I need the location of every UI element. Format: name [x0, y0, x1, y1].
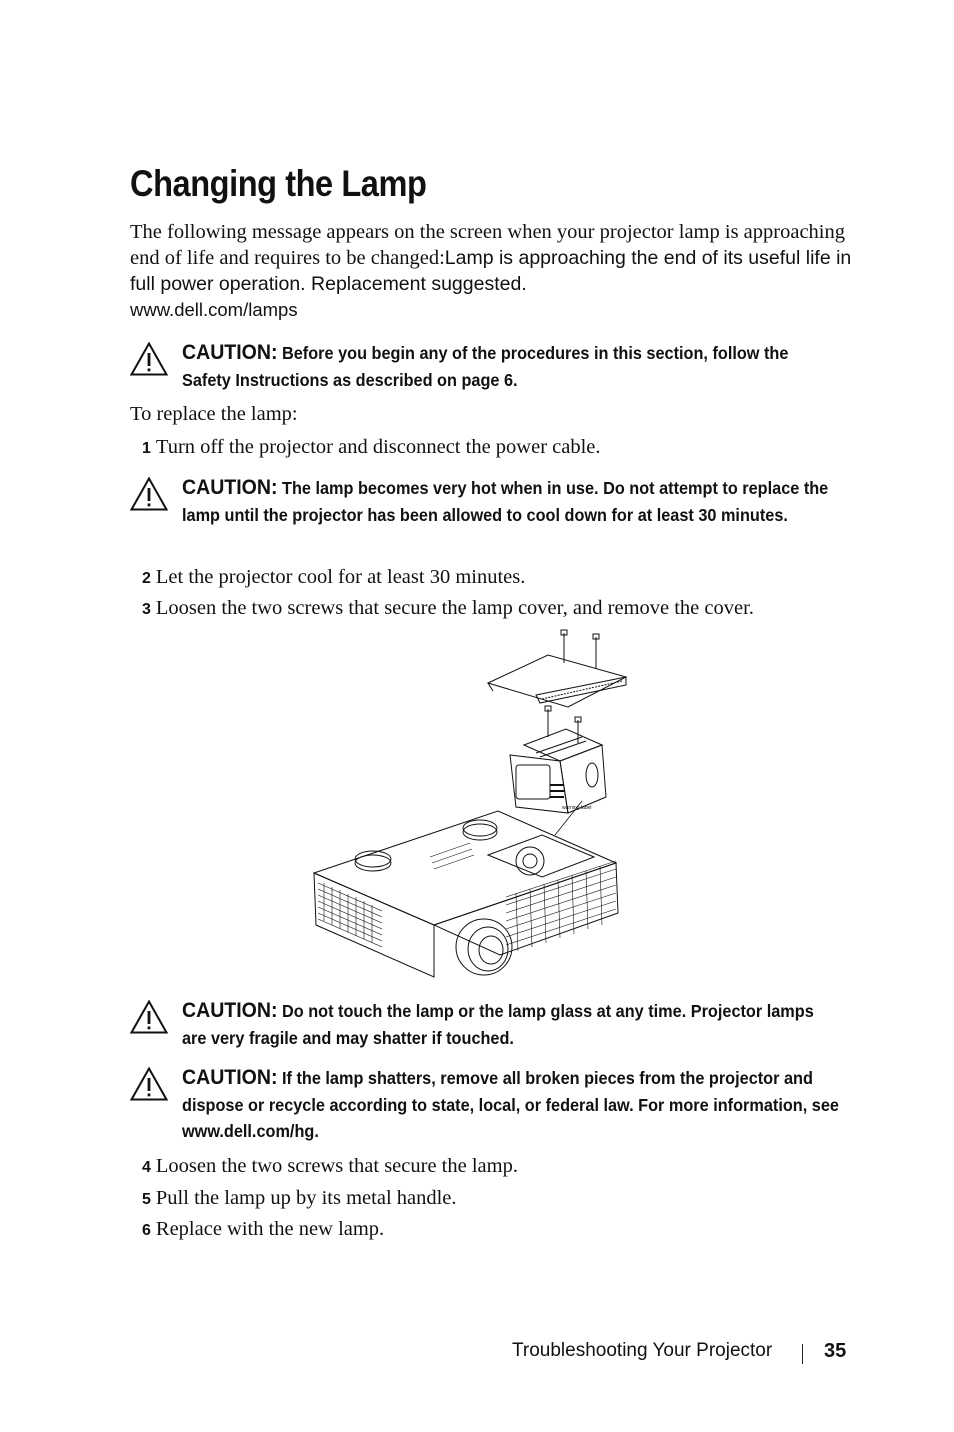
step-number: 3 [142, 601, 151, 618]
lead-in: To replace the lamp: [130, 403, 298, 425]
lamp-cover [488, 655, 626, 707]
step-item [142, 1155, 518, 1178]
lamp-message: Lamp is approaching the end of its useful life in full power operation. Replacement suggested. [130, 247, 852, 295]
step-text: Let the projector cool for at least 30 minutes. [155, 566, 526, 588]
caution-text: The lamp becomes very hot when in use. Do not attempt to replace the lamp until the projector has been allowed to cool down for at least 30 minutes. [182, 478, 829, 525]
step-text: Replace with the new lamp. [155, 1218, 385, 1240]
caution-label: CAUTION: [182, 476, 278, 499]
lamp-replacement-illustration [310, 625, 640, 985]
step-number: 1 [142, 440, 151, 457]
intro-text: The following message appears on the screen when your projector lamp is approaching end of life and requires to be changed: [130, 221, 845, 269]
screw-icon [561, 630, 567, 663]
caution-label: CAUTION: [182, 1066, 278, 1089]
caution-text: Before you begin any of the procedures in this section, follow the Safety Instructions as described on page 6. [182, 343, 789, 390]
footer-divider [802, 1344, 803, 1364]
caution-text: If the lamp shatters, remove all broken pieces from the projector and dispose or recycle according to state, local, or federal law. For more information, see www.dell.com/hg. [182, 1068, 839, 1141]
caution-icon [130, 477, 168, 511]
step-number: 5 [142, 1191, 151, 1208]
caution-icon [130, 1067, 168, 1101]
step-item [142, 597, 754, 620]
step-number: 4 [142, 1159, 151, 1176]
caution-label: CAUTION: [182, 341, 278, 364]
footer-section-title: Troubleshooting Your Projector [512, 1340, 773, 1361]
step-text: Loosen the two screws that secure the lamp. [155, 1155, 518, 1177]
step-text: Pull the lamp up by its metal handle. [155, 1187, 457, 1209]
page-number: 35 [824, 1340, 847, 1362]
caution-text: Do not touch the lamp or the lamp glass at any time. Projector lamps are very fragile and may shatter if touched. [182, 1001, 814, 1048]
step-item [142, 436, 601, 459]
step-number: 6 [142, 1222, 151, 1239]
step-text: Loosen the two screws that secure the lamp cover, and remove the cover. [155, 597, 754, 619]
screw-icon [545, 706, 551, 737]
warning-label-callout: warning label [562, 805, 592, 811]
step-item [142, 1187, 457, 1210]
step-item [142, 1218, 384, 1241]
screw-icon [593, 634, 599, 669]
lamp-module [510, 729, 606, 813]
intro-paragraph [130, 219, 870, 323]
caution-icon [130, 1000, 168, 1034]
projector-body [314, 811, 618, 977]
step-text: Turn off the projector and disconnect the power cable. [155, 436, 601, 458]
lamps-url: www.dell.com/lamps [130, 299, 298, 320]
step-item [142, 566, 525, 589]
caution-label: CAUTION: [182, 999, 278, 1022]
page-footer [512, 1340, 847, 1362]
caution-icon [130, 342, 168, 376]
page-title: Changing the Lamp [130, 163, 427, 204]
step-number: 2 [142, 570, 151, 587]
